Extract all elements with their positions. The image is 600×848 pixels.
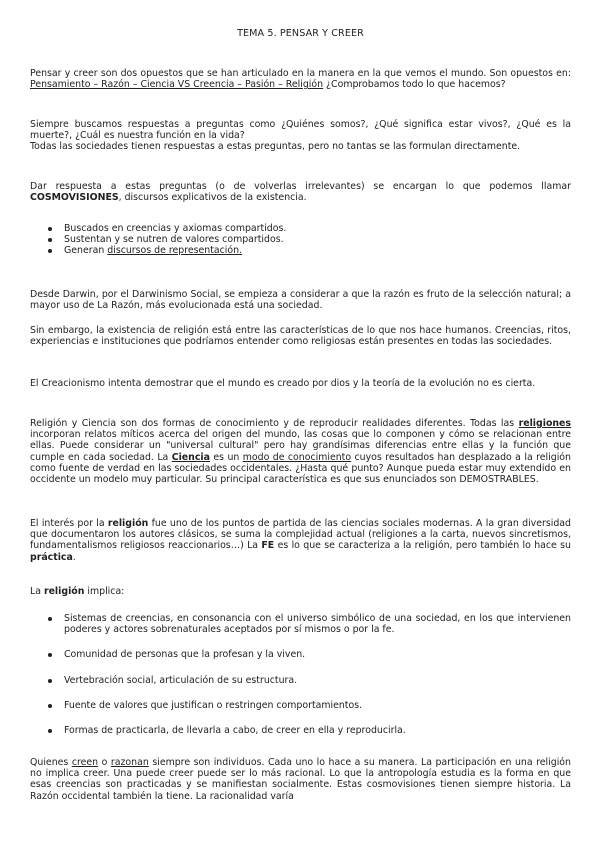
text: El interés por la — [30, 518, 108, 529]
paragraph-cosmovisiones — [30, 181, 571, 203]
text: cuyos resultados han desplazado a la religión como fuente de verdad en las sociedades occidentales. ¿Hasta qué punto? Aunque pueda estar muy extendido en occidente un modelo muy particular. Su principal característica es que sus enunciados son DEMOSTRABLES. — [30, 451, 571, 486]
text: Generan — [64, 245, 108, 257]
text: es lo que se caracteriza a la religión, pero también lo hace su — [274, 540, 571, 552]
list-item: Fuente de valores que justifican o restringen comportamientos. — [30, 700, 571, 711]
text: Desde Darwin, por el Darwinismo Social, se empieza a considerar a que la razón es fruto de la selección natural; a mayor uso de La Razón, más evolucionada está una sociedad. — [30, 289, 571, 312]
list-item: Comunidad de personas que la profesan y la viven. — [30, 649, 571, 660]
paragraph-darwin — [30, 289, 571, 311]
text: , discursos explicativos de la existencia. — [118, 192, 307, 204]
text: fue uno de los puntos de partida de las ciencias sociales modernas. A la gran diversidad que documentaron los autores clásicos, se suma la complejidad actual (religiones a la carta, nuevos sincretismos, fundamentalismos religiosos reaccionarios…) La — [30, 518, 571, 552]
list-item — [30, 245, 571, 256]
paragraph-religion-ciencia — [30, 418, 571, 485]
text: Quienes — [30, 757, 72, 768]
text: Pensar y creer son dos opuestos que se han articulado en la manera en la que vemos el mundo. Son opuestos en: — [30, 68, 571, 79]
bold-term: COSMOVISIONES — [30, 192, 119, 204]
paragraph-religion-humanos — [30, 325, 571, 347]
list-item: Sistemas de creencias, en consonancia con el universo simbólico de una sociedad, en los que intervienen poderes y actores sobrenaturales aceptados por sí mismos o por la fe. — [30, 613, 571, 635]
list-item: Vertebración social, articulación de su estructura. — [30, 675, 571, 686]
bullet-list-1 — [30, 223, 571, 257]
text: La — [30, 586, 44, 597]
underlined-term: modo de conocimiento — [242, 451, 352, 463]
list-item: Sustentan y se nutren de valores compartidos. — [30, 234, 571, 245]
text: Todas las sociedades tienen respuestas a estas preguntas, pero no tantas se las formulan directamente. — [30, 141, 521, 153]
page-title: TEMA 5. PENSAR Y CREER — [237, 28, 364, 39]
list-item: Buscados en creencias y axiomas compartidos. — [30, 223, 571, 234]
text: o — [98, 757, 111, 768]
bold-term: Ciencia — [171, 451, 210, 463]
underlined-term: discursos de representación. — [107, 245, 243, 257]
paragraph-religion-implica — [30, 586, 571, 597]
bold-term: práctica — [30, 551, 73, 563]
text: implica: — [84, 586, 125, 597]
bold-term: religión — [107, 518, 149, 529]
text: Dar respuesta a estas preguntas (o de volverlas irrelevantes) se encargan lo que podemos llamar — [30, 181, 571, 192]
text: Sin embargo, la existencia de religión está entre las características de lo que nos hace humanos. Creencias, ritos, experiencias e instituciones que podríamos entender como religiosas están presentes en todas las sociedades. — [30, 325, 571, 348]
text: incorporan relatos míticos acerca del origen del mundo, las cosas que lo componen y cómo se relacionan entre ellas. Puede considerar un "universal cultural" pero hay grandísimas diferencias entre ellas y la función que cumple en cada sociedad. La — [30, 429, 571, 463]
paragraph-intro — [30, 68, 571, 90]
text: siempre son individuos. Cada uno lo hace a su manera. La participación en una religión no implica creer. Una puede creer puede ser lo más racional. Lo que la antropología estudia es la forma en que esas creencias son practicadas y se manifiestan socialmente. Estas cosmovisiones tienen siempre historia. La Razón occidental también la tiene. La racionalidad varía — [30, 757, 571, 802]
underlined-term: creen — [71, 757, 99, 768]
bold-term: religiones — [518, 418, 571, 429]
list-item: Formas de practicarla, de llevarla a cabo, de creer en ella y reproducirla. — [30, 725, 571, 736]
bullet-list-2 — [30, 613, 571, 736]
paragraph-quienes-creen — [30, 757, 571, 802]
bold-term: religión — [43, 586, 85, 597]
text: es un — [209, 451, 243, 463]
text: . — [72, 551, 76, 563]
paragraph-interes-religion — [30, 518, 571, 563]
text: El Creacionismo intenta demostrar que el mundo es creado por dios y la teoría de la evolución no es cierta. — [30, 378, 536, 389]
bold-term: FE — [261, 540, 275, 552]
text: Religión y Ciencia son dos formas de conocimiento y de reproducir realidades diferentes. Todas las — [30, 418, 519, 429]
text: ¿Comprobamos todo lo que hacemos? — [323, 79, 506, 91]
paragraph-questions — [30, 119, 571, 153]
text: Siempre buscamos respuestas a preguntas como ¿Quiénes somos?, ¿Qué significa estar vivos?, ¿Qué es la muerte?, ¿Cuál es nuestra función en la vida? — [30, 119, 571, 142]
underlined-concepts: Pensamiento – Razón – Ciencia VS Creencia – Pasión – Religión — [30, 79, 324, 91]
underlined-term: razonan — [110, 757, 149, 768]
paragraph-creacionismo — [30, 378, 571, 389]
